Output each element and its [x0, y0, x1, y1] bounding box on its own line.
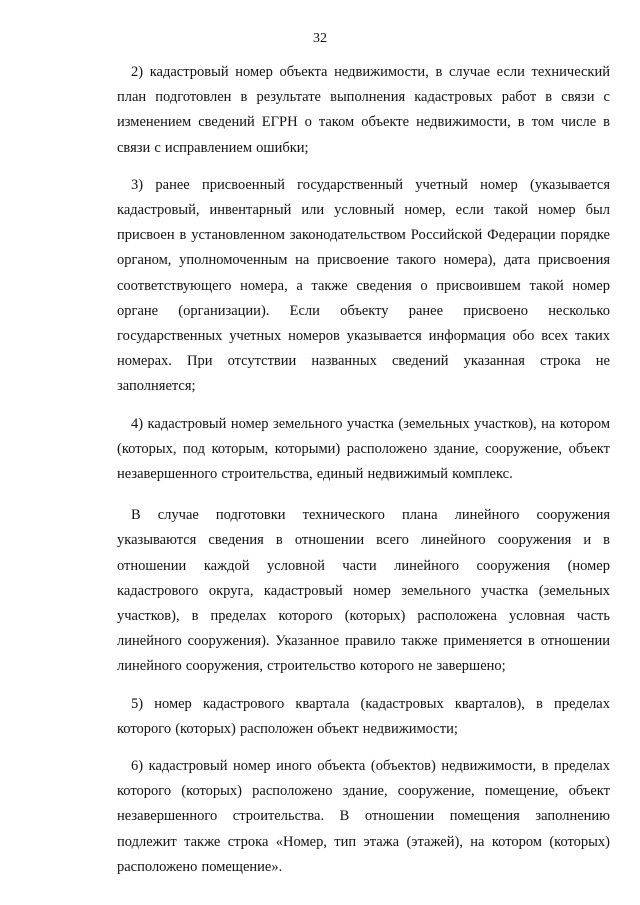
paragraph-item-6: 6) кадастровый номер иного объекта (объектов) недвижимости, в пределах которого (которых) расположено здание, сооружение, помещение, объект незавершенного строительства. В отношении помещения заполнению подлежит также строка «Номер, тип этажа (этажей), на котором (которых) расположено помещение».: [117, 758, 610, 875]
page-number: 32: [313, 31, 327, 46]
page-body: [117, 60, 610, 880]
paragraph-item-2: 2) кадастровый номер объекта недвижимости, в случае если технический план подготовлен в результате выполнения кадастровых работ в связи с изменением сведений ЕГРН о таком объекте недвижимости, в том числе в связи с исправлением ошибки;: [117, 64, 610, 156]
paragraph-item-4: 4) кадастровый номер земельного участка (земельных участков), на котором (которых, под которым, которыми) расположено здание, сооружение, объект незавершенного строительства, единый недвижимый комплекс.: [117, 415, 610, 483]
paragraph-item-5: 5) номер кадастрового квартала (кадастровых кварталов), в пределах которого (которых) расположен объект недвижимости;: [117, 695, 610, 737]
paragraph-item-3: 3) ранее присвоенный государственный учетный номер (указывается кадастровый, инвентарный или условный номер, если такой номер был присвоен в установленном законодательством Российской Федерации порядке органом, уполномоченным на присвоение такого номера), дата присвоения соответствующего номера, а также сведения о присвоившем такой номер органе (организации). Если объекту ранее присвоено несколько государственных учетных номеров указывается информация обо всех таких номерах. При отсутствии названных сведений указанная строка не заполняется;: [117, 176, 610, 395]
paragraph-linear-structure: В случае подготовки технического плана линейного сооружения указываются сведения в отношении всего линейного сооружения и в отношении каждой условной части линейного сооружения (номер кадастрового округа, кадастровый номер земельного участка (земельных участков), в пределах которого (которых) расположена условная часть линейного сооружения). Указанное правило также применяется в отношении линейного сооружения, строительство которого не завершено;: [117, 507, 610, 675]
